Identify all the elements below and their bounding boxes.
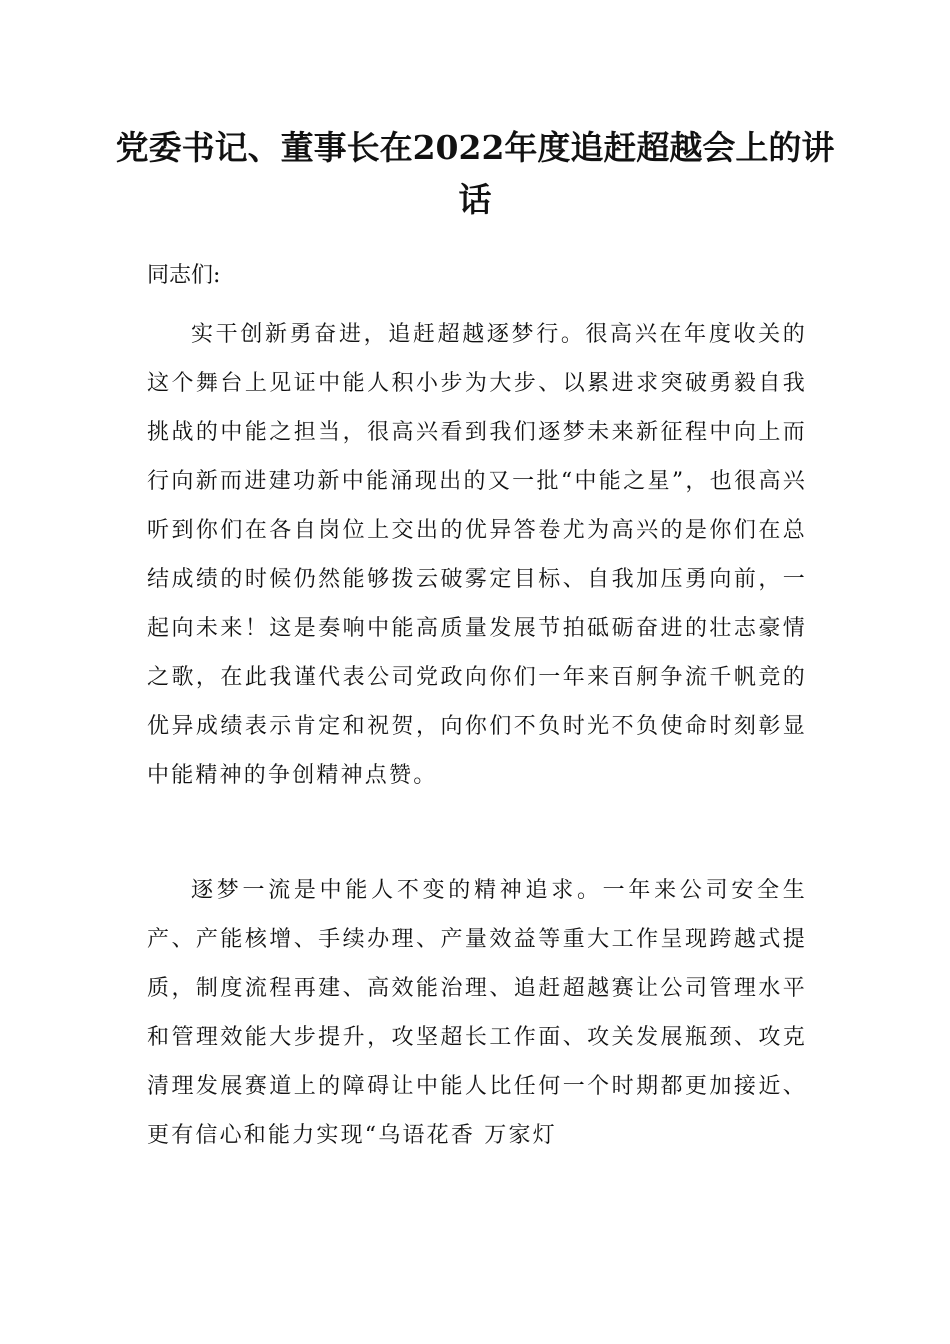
document-title: 党委书记、董事长在2022年度追赶超越会上的讲话	[115, 128, 835, 219]
salutation: 同志们:	[147, 263, 221, 288]
body-paragraph-1: 实干创新勇奋进，追赶超越逐梦行。很高兴在年度收关的这个舞台上见证中能人积小步为大步、以累进求突破勇毅自我挑战的中能之担当，很高兴看到我们逐梦未来新征程中向上而行向新而进建功新中能涌现出的又一批“中能之星”，也很高兴听到你们在各自岗位上交出的优异答卷尤为高兴的是你们在总结成绩的时候仍然能够拨云破雾定目标、自我加压勇向前，一起向未来！这是奏响中能高质量发展节拍砥砺奋进的壮志豪情之歌，在此我谨代表公司党政向你们一年来百舸争流千帆竞的优异成绩表示肯定和祝贺，向你们不负时光不负使命时刻彰显中能精神的争创精神点赞。	[147, 322, 807, 788]
body-paragraph-2: 逐梦一流是中能人不变的精神追求。一年来公司安全生产、产能核增、手续办理、产量效益等重大工作呈现跨越式提质，制度流程再建、高效能治理、追赶超越赛让公司管理水平和管理效能大步提升，攻坚超长工作面、攻关发展瓶颈、攻克清理发展赛道上的障碍让中能人比任何一个时期都更加接近、更有信心和能力实现“乌语花香 万家灯	[147, 878, 807, 1148]
